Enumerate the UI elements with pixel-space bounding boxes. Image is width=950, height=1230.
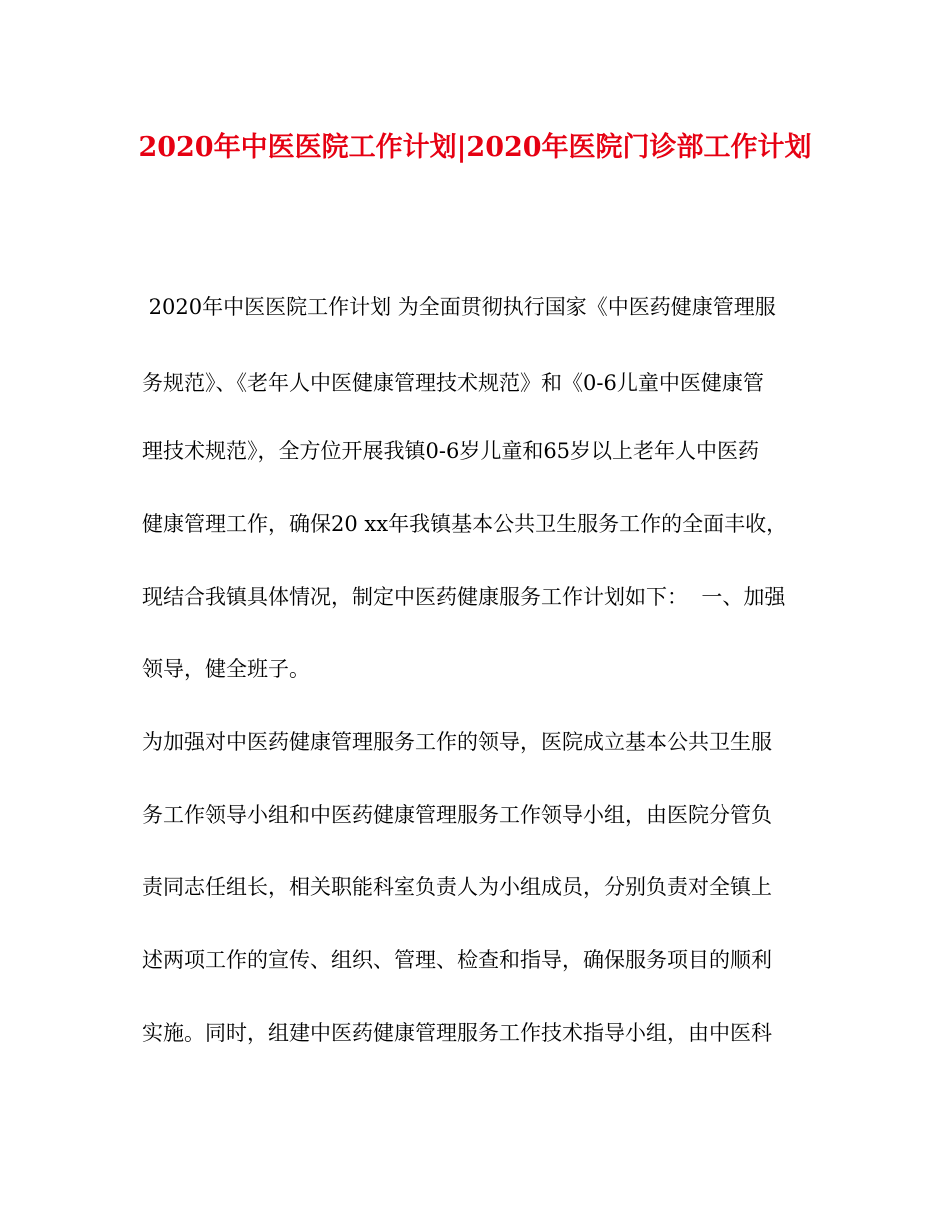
body-line-3: 理技术规范》，全方位开展我镇0-6岁儿童和65岁以上老年人中医药 [142,439,760,463]
body-line-6: 领导，健全班子。 [142,657,310,681]
body-line-2: 务规范》、《老年人中医健康管理技术规范》和《0-6儿童中医健康管 [142,371,764,395]
body-line-11: 实施。同时，组建中医药健康管理服务工作技术指导小组，由中医科 [142,1021,772,1045]
body-line-4: 健康管理工作，确保20 xx年我镇基本公共卫生服务工作的全面丰收， [142,512,788,536]
document-title: 2020年中医医院工作计划|2020年医院门诊部工作计划 [138,132,812,163]
body-line-9: 责同志任组长，相关职能科室负责人为小组成员，分别负责对全镇上 [142,875,772,899]
body-line-10: 述两项工作的宣传、组织、管理、检查和指导，确保服务项目的顺利 [142,948,772,972]
body-line-5: 现结合我镇具体情况，制定中医药健康服务工作计划如下： 一、加强 [142,585,786,609]
body-line-8: 务工作领导小组和中医药健康管理服务工作领导小组，由医院分管负 [142,803,772,827]
body-line-7: 为加强对中医药健康管理服务工作的领导，医院成立基本公共卫生服 [142,730,772,754]
body-line-1: 2020年中医医院工作计划 为全面贯彻执行国家《中医药健康管理服 [142,295,776,319]
